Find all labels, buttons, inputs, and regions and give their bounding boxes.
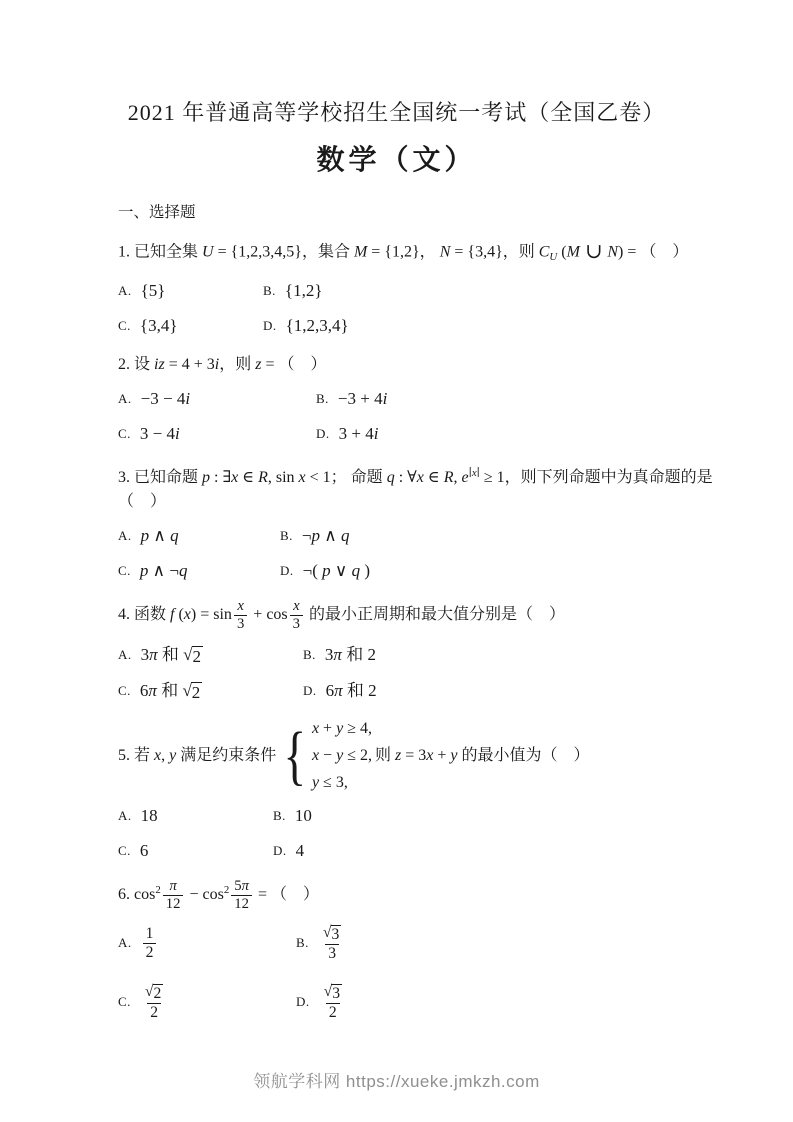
option-b-value: √ 3 3 xyxy=(322,923,340,962)
question-6-option-a xyxy=(118,925,296,962)
option-b-label: B. xyxy=(273,808,286,824)
doc-header xyxy=(0,100,793,176)
constraint-system xyxy=(279,718,372,794)
question-3-option-d xyxy=(280,560,737,582)
option-d-label: D. xyxy=(296,994,310,1010)
question-5-stem-prefix: 5. 若 x, y 满足约束条件 xyxy=(118,747,277,765)
option-c-label: C. xyxy=(118,563,131,579)
option-a-value: −3 − 4i xyxy=(140,389,191,409)
question-6-stem: 6. $\cos^2$ $\frac{\pi}{12}$ − $\cos^2$ $\frac{5\pi}{12}$ = （ ） xyxy=(118,878,320,912)
question-2 xyxy=(118,353,737,445)
option-c-value: 6 xyxy=(139,841,149,861)
question-4-options xyxy=(118,644,737,702)
question-2-options xyxy=(118,388,737,445)
question-6-option-d xyxy=(296,983,737,1022)
question-6 xyxy=(118,878,737,1022)
option-a-value: p ∧ q xyxy=(140,526,179,546)
question-3-stem: 3. 已知命题 p : ∃x ∈ R, sin x < 1； 命题 q : ∀x ∈ R, $e^{∣x∣} \ge 1$，则下列命题中为真命题的是（ ） xyxy=(118,467,713,511)
exam-body xyxy=(0,202,793,1022)
question-1-option-d xyxy=(263,315,737,337)
option-a-label: A. xyxy=(118,391,132,407)
option-b-label: B. xyxy=(303,647,316,663)
constraint-line-3: y ≤ 3, xyxy=(311,774,348,792)
option-c-value: p ∧ ¬q xyxy=(139,561,188,581)
option-a-label: A. xyxy=(118,808,132,824)
option-d-label: D. xyxy=(303,682,317,698)
option-a-value: 18 xyxy=(140,806,158,826)
constraint-line-2: x − y ≤ 2, xyxy=(311,747,372,765)
question-1-option-a xyxy=(118,280,263,302)
option-b-value: 10 xyxy=(294,806,312,826)
option-c-value: 3 − 4i xyxy=(139,424,180,444)
option-c-label: C. xyxy=(118,318,131,334)
question-1-option-c xyxy=(118,315,263,337)
constraint-lines xyxy=(312,718,372,794)
question-1 xyxy=(118,240,737,337)
option-a-label: A. xyxy=(118,528,132,544)
question-3 xyxy=(118,461,737,582)
option-b-label: B. xyxy=(316,391,329,407)
option-a-label: A. xyxy=(118,647,132,663)
question-2-option-c xyxy=(118,423,316,445)
option-b-value: 3π 和 2 xyxy=(324,645,376,665)
option-d-value: 3 + 4i xyxy=(338,424,379,444)
question-3-option-a xyxy=(118,525,280,547)
question-5-options xyxy=(118,805,737,862)
option-d-label: D. xyxy=(316,426,330,442)
question-5-option-d xyxy=(273,840,737,862)
option-a-label: A. xyxy=(118,935,132,951)
question-6-option-c xyxy=(118,983,296,1022)
question-5-stem xyxy=(118,718,737,794)
option-a-value: $\frac{1}{2}$ xyxy=(141,925,159,962)
question-1-options xyxy=(118,280,737,337)
option-d-value: {1,2,3,4} xyxy=(285,316,349,336)
question-4-option-d xyxy=(303,680,737,702)
option-a-value: {5} xyxy=(140,281,166,301)
option-d-value: √ 3 2 xyxy=(323,982,341,1021)
question-1-option-b xyxy=(263,280,737,302)
watermark-footer: 领航学科网 https://xueke.jmkzh.com xyxy=(253,1072,540,1091)
option-d-label: D. xyxy=(263,318,277,334)
question-6-option-b xyxy=(296,924,737,963)
constraint-line-1: x + y ≥ 4, xyxy=(311,720,372,738)
exam-subject-title: 数学（文） xyxy=(316,144,477,175)
option-c-value: {3,4} xyxy=(139,316,178,336)
option-b-label: B. xyxy=(263,283,276,299)
option-c-value: 6π 和 √ 2 xyxy=(139,680,201,702)
option-c-label: C. xyxy=(118,426,131,442)
option-b-label: B. xyxy=(280,528,293,544)
section-heading-choice: 一、选择题 xyxy=(118,204,196,221)
question-4-option-c xyxy=(118,680,303,703)
option-b-label: B. xyxy=(296,935,309,951)
question-2-option-b xyxy=(316,388,737,410)
question-2-option-a xyxy=(118,388,316,410)
question-2-stem: 2. 设 iz = 4 + 3i，则 z = （ ） xyxy=(118,356,327,374)
option-c-label: C. xyxy=(118,994,131,1010)
question-4-stem: 4. 函数 f (x) = sin $\frac{x}{3}$ + cos $\frac{x}{3}$ 的最小正周期和最大值分别是（ ） xyxy=(118,598,566,633)
question-6-options xyxy=(118,924,737,1022)
question-5-option-b xyxy=(273,805,737,827)
option-b-value: −3 + 4i xyxy=(337,389,388,409)
option-a-value: 3π 和 √ 2 xyxy=(140,644,202,666)
option-c-label: C. xyxy=(118,843,131,859)
left-brace: { xyxy=(283,719,307,792)
question-5-option-c xyxy=(118,840,273,862)
question-3-option-b xyxy=(280,525,737,547)
option-b-value: {1,2} xyxy=(284,281,323,301)
option-d-value: 4 xyxy=(295,841,305,861)
question-5-stem-suffix: 则 z = 3x + y 的最小值为（ ） xyxy=(374,747,590,765)
question-4 xyxy=(118,598,737,702)
option-d-value: ¬( p ∨ q ) xyxy=(302,561,371,581)
option-d-value: 6π 和 2 xyxy=(325,680,377,700)
question-4-option-a xyxy=(118,644,303,667)
option-a-label: A. xyxy=(118,283,132,299)
question-3-option-c xyxy=(118,560,280,582)
question-3-options xyxy=(118,525,737,582)
option-b-value: ¬p ∧ q xyxy=(301,526,350,546)
question-2-option-d xyxy=(316,423,737,445)
exam-title: 2021 年普通高等学校招生全国统一考试（全国乙卷） xyxy=(127,100,666,125)
option-d-label: D. xyxy=(273,843,287,859)
question-1-stem: 1. 已知全集 U = {1,2,3,4,5}，集合 M = {1,2}， N = {3,4}，则 $C_U$ (M ∪ N) = （ ） xyxy=(118,240,689,264)
option-c-label: C. xyxy=(118,682,131,698)
option-c-value: √ 2 2 xyxy=(144,982,162,1021)
option-d-label: D. xyxy=(280,563,294,579)
question-5-option-a xyxy=(118,805,273,827)
question-4-option-b xyxy=(303,644,737,666)
question-5 xyxy=(118,718,737,862)
